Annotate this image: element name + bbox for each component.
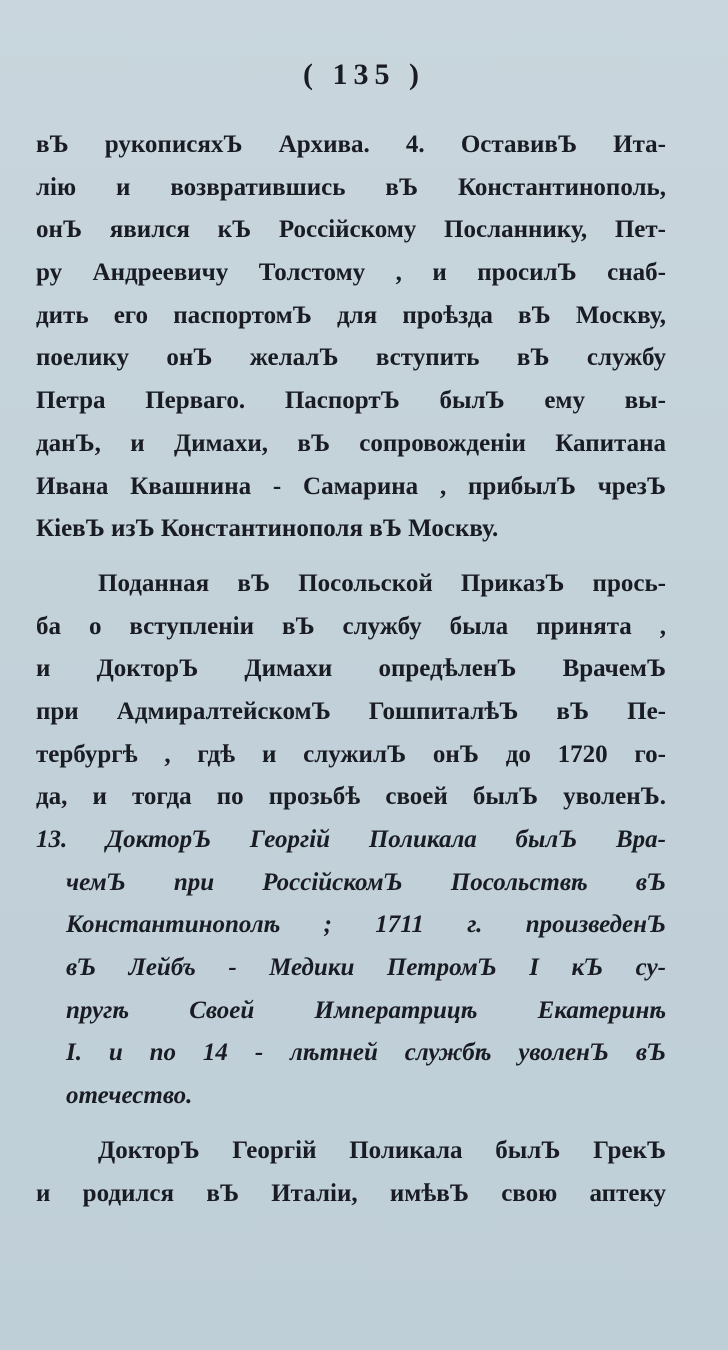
footnote-line: чемЪ при РоссійскомЪ Посольствѣ вЪ bbox=[66, 868, 666, 896]
text-line: онЪ явился кЪ Россійскому Посланнику, Пет- bbox=[36, 216, 666, 244]
text-line: при АдмиралтейскомЪ ГошпиталѣЪ вЪ Пе- bbox=[36, 697, 666, 725]
text-line: тербургѣ , гдѣ и служилЪ онЪ до 1720 го- bbox=[36, 740, 666, 768]
text-line: ру Андреевичу Толстому , и просилЪ снаб- bbox=[36, 259, 666, 287]
footnote-line: I. и по 14 - лѣтней службѣ уволенЪ вЪ bbox=[66, 1039, 666, 1067]
text-line: дить его паспортомЪ для проѣзда вЪ Москву, bbox=[36, 301, 666, 329]
footnote-line: Константинополѣ ; 1711 г. произведенЪ bbox=[66, 911, 666, 939]
text-line: ДокторЪ Георгій Поликала былЪ ГрекЪ bbox=[98, 1136, 666, 1164]
footnote-line: 13. ДокторЪ Георгій Поликала былЪ Вра- bbox=[36, 826, 666, 853]
paragraph-3 bbox=[36, 1130, 666, 1215]
footnote bbox=[36, 819, 666, 1118]
text-line: да, и тогда по прозьбѣ своей былЪ уволенЪ. bbox=[36, 783, 666, 811]
text-line: ба о вступленіи вЪ службу была принята , bbox=[36, 612, 666, 640]
text-line: и ДокторЪ Димахи опредѣленЪ ВрачемЪ bbox=[36, 655, 666, 683]
text-line: Ивана Квашнина - Самарина , прибылЪ чрезЪ bbox=[36, 472, 666, 500]
page-number: ( 135 ) bbox=[303, 58, 425, 91]
text-line: лію и возвратившись вЪ Константинополь, bbox=[36, 173, 666, 201]
footnote-line: отечество. bbox=[66, 1082, 193, 1110]
paragraph-2 bbox=[36, 563, 666, 819]
text-line: и родился вЪ Италіи, имѣвЪ свою аптеку bbox=[36, 1179, 666, 1207]
page-text bbox=[36, 124, 666, 1215]
footnote-line: вЪ Лейбъ - Медики ПетромЪ I кЪ су- bbox=[66, 954, 666, 982]
text-line: вЪ рукописяхЪ Архива. 4. ОставивЪ Ита- bbox=[36, 131, 666, 158]
text-line: поелику онЪ желалЪ вступить вЪ службу bbox=[36, 344, 666, 372]
text-line: КіевЪ изЪ Константинополя вЪ Москву. bbox=[36, 515, 499, 543]
text-line: Петра Перваго. ПаспортЪ былЪ ему вы- bbox=[36, 387, 666, 415]
text-line: Поданная вЪ Посольской ПриказЪ прось- bbox=[98, 569, 666, 597]
paragraph-1 bbox=[36, 124, 666, 551]
footnote-line: пругѣ Своей Императрицѣ Екатеринѣ bbox=[66, 996, 666, 1024]
text-line: данЪ, и Димахи, вЪ сопровожденіи Капитана bbox=[36, 429, 666, 457]
